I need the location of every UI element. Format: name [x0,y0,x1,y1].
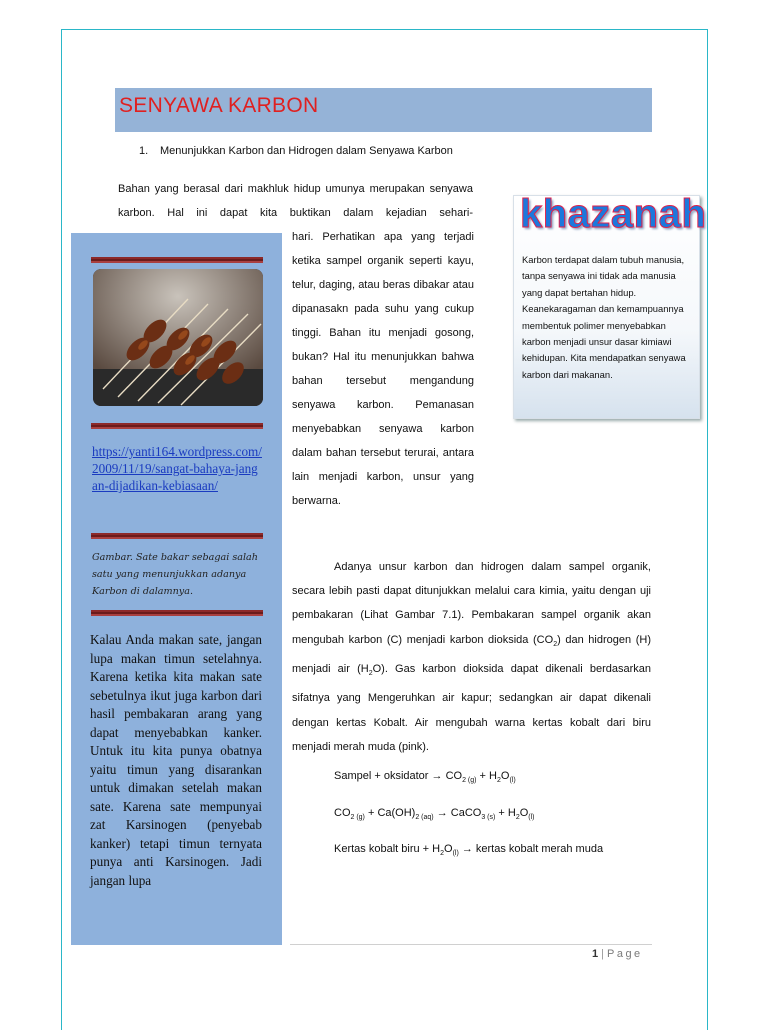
eq1-reactants: Sampel + oksidator [334,770,432,782]
paragraph-combustion [292,555,651,759]
eq1-sub-1: 2 (g) [462,777,477,785]
khazanah-title: khazanah [520,192,707,236]
page-label: Page [606,948,643,960]
section-heading [139,145,453,157]
satay-image-icon [93,269,263,406]
satay-photo [93,269,263,406]
eq3-o: O [444,843,453,855]
equation-2 [334,807,535,821]
eq1-o: O [500,770,510,782]
paragraph-wrap: hari. Perhatikan apa yang terjadi ketika sampel organik seperti kayu, telur, daging, atau beras dibakar atau dipanasakn pada suhu yang cukup tinggi. Bahan itu menjadi gosong, bukan? Hal itu menunjukkan bahwa bahan tersebut mengandung senyawa karbon. Pemanasan menyebabkan senyawa karbon dalam bahan tersebut terurai, antara lain menjadi karbon, unsur yang berwarna. [292,231,474,507]
eq2-co: CO [334,807,351,819]
equation-1 [334,770,516,784]
footer-divider [290,944,652,945]
title-bar [115,88,652,132]
sidebar-divider [91,257,263,263]
paragraph-combustion-part-1: Adanya unsur karbon dan hidrogen dalam sampel organik, secara lebih pasti dapat ditunjukkan melalui cara kimia, yaitu dengan uji pembakaran (Lihat Gambar 7.1). Pembakaran sampel organik akan mengubah karbon (C) menjadi karbon dioksida (CO [292,561,651,646]
eq2-sub-4: 2 [515,814,520,822]
page-number [592,948,643,960]
eq3-product: kertas kobalt merah muda [475,843,604,855]
paragraph-combustion-part-2: ) dan hidrogen (H) menjadi air (H [292,633,651,675]
h2o-subscript: 2 [368,670,373,678]
eq3-sub-1: 2 [440,850,444,858]
eq2-sub-2: 2 (aq) [415,814,434,822]
paragraph-combustion-part-3: O). Gas karbon dioksida dapat dikenali berdasarkan sifatnya yang Mengeruhkan air kapur; sedangkan air dapat dikenali dengan kertas Kobalt. Air mengubah warna kertas kobalt dari biru menjadi merah muda (pink). [292,663,651,753]
eq3-reactants: Kertas kobalt biru + H [334,843,441,855]
source-link[interactable]: https://yanti164.wordpress.com/2009/11/19/sangat-bahaya-jangan-dijadikan-kebiasaan/ [92,444,262,493]
eq2-caco: CaCO [450,807,482,819]
co2-subscript: 2 [553,640,558,648]
sidebar-box [71,233,282,945]
sidebar-divider [91,423,263,429]
khazanah-box [513,192,707,419]
eq3-sub-2: (l) [452,850,459,858]
eq1-h: + H [476,770,497,782]
khazanah-body: Karbon terdapat dalam tubuh manusia, tanpa senyawa ini tidak ada manusia yang dapat bertahan hidup. Keanekaragaman dan kemampuannya membentuk polimer menyebabkan karbon menjadi unsur dasar kimiawi kehidupan. Kita mendapatkan senyawa karbon dari makanan. [522,254,686,380]
eq2-o: O [519,807,529,819]
arrow-icon: → [433,807,451,819]
page-title: SENYAWA KARBON [119,94,319,117]
page-separator: | [601,948,604,960]
section-number: 1. [139,145,149,157]
eq2-h: + H [495,807,516,819]
arrow-icon: → [431,770,443,782]
eq1-sub-3: (l) [509,777,516,785]
eq2-caoh: + Ca(OH) [364,807,416,819]
section-title: Menunjukkan Karbon dan Hidrogen dalam Senyawa Karbon [160,145,453,157]
sidebar-note: Kalau Anda makan sate, jangan lupa makan timun setelahnya. Karena ketika kita makan sate sebetulnya ikut juga karbon dari hasil pembakaran arang yang dapat menyebabkan kanker. Untuk itu kita punya obatnya yaitu timun yang disarankan untuk dimakan setelah makan sate. Karena sate mempunyai zat Karsinogen (penyebab kanker) tetapi timun ternyata punya anti Karsinogen. Jadi jangan lupa [90,632,262,888]
equation-3 [334,843,603,857]
paragraph-intro: Bahan yang berasal dari makhluk hidup umunya merupakan senyawa karbon. Hal ini dapat kita buktikan dalam kejadian sehari- [118,183,473,219]
sidebar-divider [91,533,263,539]
arrow-icon: → [458,843,476,855]
photo-caption: Gambar. Sate bakar sebagai salah satu yang menunjukkan adanya Karbon di dalamnya. [92,552,258,597]
eq2-sub-1: 2 (g) [350,814,365,822]
eq2-sub-5: (l) [528,814,535,822]
eq1-co2: CO [442,770,463,782]
eq2-sub-3: 3 (s) [481,814,496,822]
page-number-value: 1 [592,948,599,960]
sidebar-divider [91,610,263,616]
eq1-sub-2: 2 [496,777,501,785]
